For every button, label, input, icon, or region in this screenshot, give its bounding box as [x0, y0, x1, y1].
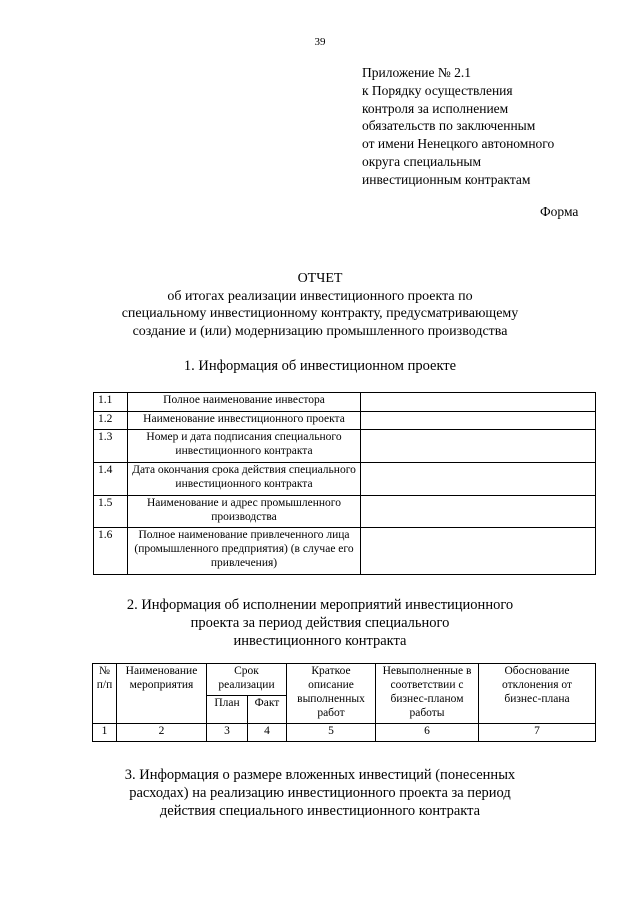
- row-number: 1.3: [94, 430, 128, 463]
- header-line: соответствии с: [390, 679, 464, 691]
- header-line: бизнес-плана: [504, 693, 570, 705]
- appendix-line: округа специальным: [362, 153, 482, 169]
- row-description: [128, 463, 361, 496]
- appendix-line: контроля за исполнением: [362, 100, 509, 116]
- report-subtitle-line: создание и (или) модернизацию промышленного производства: [132, 323, 508, 339]
- header-line: отклонения от: [501, 679, 573, 691]
- row-value-cell[interactable]: [361, 393, 596, 412]
- report-title-block: [0, 270, 640, 340]
- section3-heading: [0, 766, 640, 820]
- header-line: п/п: [96, 679, 113, 691]
- row-description-line: Наименование инвестиционного проекта: [143, 413, 345, 425]
- table-row: [94, 430, 596, 463]
- row-number: 1.2: [94, 412, 128, 430]
- row-description: [128, 496, 361, 528]
- header-activity-name: [117, 664, 207, 724]
- row-number: 1.5: [94, 496, 128, 528]
- column-number: 5: [287, 724, 376, 742]
- row-description: [128, 430, 361, 463]
- header-line: выполненных: [297, 693, 365, 705]
- header-line: Обоснование: [504, 665, 570, 677]
- column-number: 3: [207, 724, 248, 742]
- appendix-line: обязательств по заключенным: [362, 118, 536, 134]
- row-description-line: Полное наименование инвестора: [163, 394, 325, 406]
- appendix-line: к Порядку осуществления: [362, 82, 513, 98]
- table-header-row: [93, 664, 596, 696]
- project-info-table: [93, 392, 596, 575]
- row-description: [128, 412, 361, 430]
- page-number: 39: [314, 36, 326, 48]
- header-line: бизнес-планом: [390, 693, 464, 705]
- header-line: №: [99, 665, 110, 677]
- appendix-note: [362, 64, 632, 189]
- appendix-line: от имени Ненецкого автономного: [362, 136, 555, 152]
- row-description-line: (промышленного предприятия) (в случае его: [134, 543, 354, 555]
- header-plan: План: [207, 696, 248, 724]
- header-justification: [479, 664, 596, 724]
- column-number: 7: [479, 724, 596, 742]
- row-value-cell[interactable]: [361, 463, 596, 496]
- row-description: [128, 393, 361, 412]
- header-fact: Факт: [248, 696, 287, 724]
- appendix-line: Приложение № 2.1: [362, 65, 471, 80]
- table-row: [94, 412, 596, 430]
- section2-heading-line: проекта за период действия специального: [190, 615, 450, 631]
- row-description-line: Номер и дата подписания специального: [146, 431, 342, 443]
- row-description-line: инвестиционного контракта: [175, 478, 313, 490]
- report-title: ОТЧЕТ: [297, 271, 343, 286]
- report-subtitle-line: специальному инвестиционному контракту, предусматривающему: [121, 306, 519, 321]
- row-number: 1.1: [94, 393, 128, 412]
- header-term: [207, 664, 287, 696]
- header-line: описание: [308, 679, 354, 691]
- header-line: работы: [409, 707, 445, 719]
- row-description-line: Наименование и адрес промышленного: [146, 497, 341, 509]
- header-line: мероприятия: [129, 679, 194, 691]
- activities-table: [92, 663, 596, 742]
- row-number: 1.4: [94, 463, 128, 496]
- row-description-line: инвестиционного контракта: [175, 445, 313, 457]
- section2-heading-line: инвестиционного контракта: [233, 633, 407, 649]
- table-row: [94, 528, 596, 575]
- header-line: Наименование: [125, 665, 198, 677]
- header-line: Краткое: [311, 665, 351, 677]
- row-value-cell[interactable]: [361, 430, 596, 463]
- row-description: [128, 528, 361, 575]
- row-value-cell[interactable]: [361, 412, 596, 430]
- row-description-line: привлечения): [210, 557, 278, 569]
- table-row: [94, 496, 596, 528]
- column-number: 2: [117, 724, 207, 742]
- header-line: работ: [317, 707, 345, 719]
- row-description-line: Дата окончания срока действия специального: [132, 464, 356, 476]
- form-label: Форма: [540, 204, 579, 219]
- section3-heading-line: действия специального инвестиционного контракта: [159, 803, 481, 819]
- header-line: реализации: [218, 679, 275, 691]
- row-number: 1.6: [94, 528, 128, 575]
- section3-heading-line: 3. Информация о размере вложенных инвестиций (понесенных: [124, 767, 516, 783]
- header-line: Срок: [234, 665, 259, 677]
- row-value-cell[interactable]: [361, 528, 596, 575]
- header-unfulfilled: [376, 664, 479, 724]
- table-row: [94, 463, 596, 496]
- row-description-line: производства: [211, 511, 277, 523]
- section1-heading: 1. Информация об инвестиционном проекте: [183, 358, 457, 374]
- section2-heading-line: 2. Информация об исполнении мероприятий инвестиционного: [126, 597, 514, 613]
- section2-heading: [0, 596, 640, 650]
- column-number: 4: [248, 724, 287, 742]
- row-description-line: Полное наименование привлеченного лица: [138, 529, 350, 541]
- table-row: [93, 724, 596, 742]
- header-line: Невыполненные в: [382, 665, 472, 677]
- table-row: [94, 393, 596, 412]
- header-num: [93, 664, 117, 724]
- column-number: 6: [376, 724, 479, 742]
- report-subtitle-line: об итогах реализации инвестиционного проекта по: [167, 288, 473, 304]
- row-value-cell[interactable]: [361, 496, 596, 528]
- header-brief-description: [287, 664, 376, 724]
- appendix-line: инвестиционным контрактам: [362, 171, 531, 187]
- column-number: 1: [93, 724, 117, 742]
- section3-heading-line: расходах) на реализацию инвестиционного проекта за период: [129, 785, 511, 801]
